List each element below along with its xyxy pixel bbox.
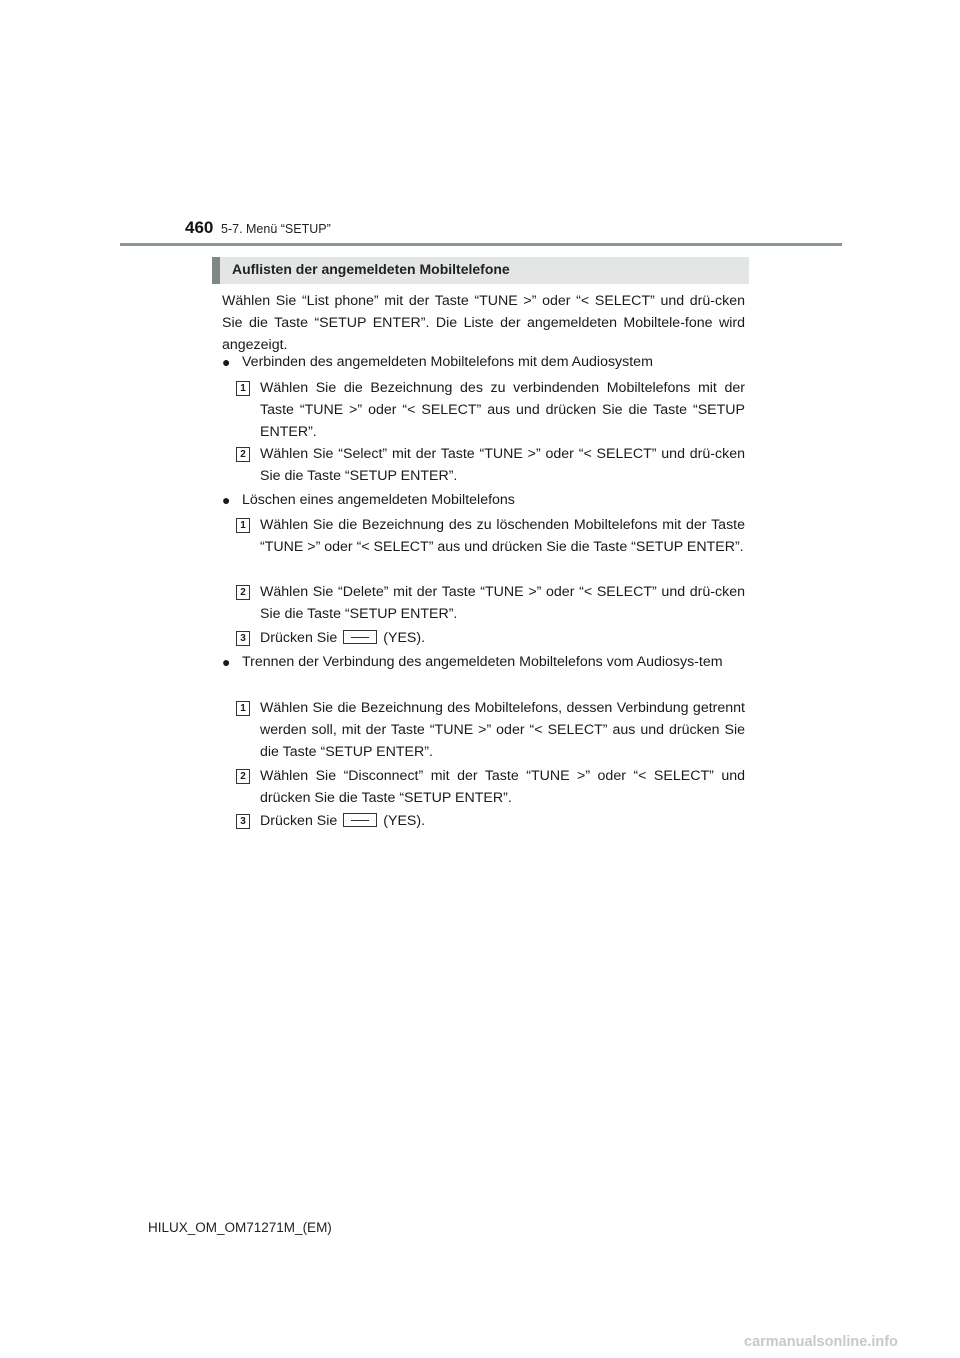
step-number-badge: 2	[236, 769, 250, 784]
yes-button-icon	[343, 813, 377, 827]
step-number-badge: 2	[236, 447, 250, 462]
step-number-badge: 3	[236, 814, 250, 829]
bullet-icon: ●	[222, 354, 231, 370]
chapter-title: 5-7. Menü “SETUP”	[221, 222, 331, 236]
step-text-pre: Drücken Sie	[260, 813, 338, 829]
header-rule	[120, 243, 842, 246]
step-text-pre: Drücken Sie	[260, 630, 338, 646]
bullet-disconnect-text: Trennen der Verbindung des angemeldeten Mobiltelefons vom Audiosys-tem	[242, 654, 723, 670]
step-text: Wählen Sie “Delete” mit der Taste “TUNE >” oder “< SELECT” und drü-cken Sie die Taste “SETUP ENTER”.	[260, 584, 745, 622]
step-number-badge: 1	[236, 381, 250, 396]
footer-doc-code: HILUX_OM_OM71271M_(EM)	[148, 1220, 332, 1235]
step-text-post: (YES).	[383, 630, 426, 646]
step-text	[260, 627, 745, 649]
watermark: carmanualsonline.info	[744, 1334, 898, 1350]
bullet-icon: ●	[222, 492, 231, 508]
step-number-badge: 1	[236, 518, 250, 533]
step-number-badge: 3	[236, 631, 250, 646]
step-text	[260, 810, 745, 832]
step-text: Wählen Sie die Bezeichnung des Mobiltelefons, dessen Verbindung getrennt werden soll, mit der Taste “TUNE >” oder “< SELECT” aus und drücken Sie die Taste “SETUP ENTER”.	[260, 700, 745, 760]
bullet-icon: ●	[222, 654, 231, 670]
step-number-badge: 2	[236, 585, 250, 600]
bullet-connect-text: Verbinden des angemeldeten Mobiltelefons mit dem Audiosystem	[242, 354, 653, 370]
section-heading-bar	[212, 257, 749, 284]
step-text: Wählen Sie “Select” mit der Taste “TUNE >” oder “< SELECT” und drü-cken Sie die Taste “SETUP ENTER”.	[260, 446, 745, 484]
bullet-delete-text: Löschen eines angemeldeten Mobiltelefons	[242, 492, 515, 508]
yes-button-icon	[343, 630, 377, 644]
step-text: Wählen Sie die Bezeichnung des zu löschenden Mobiltelefons mit der Taste “TUNE >” oder “< SELECT” aus und drücken Sie die Taste “SETUP ENTER”.	[260, 517, 745, 555]
step-number-badge: 1	[236, 701, 250, 716]
page-number: 460	[185, 218, 214, 237]
step-text-post: (YES).	[383, 813, 426, 829]
step-text: Wählen Sie die Bezeichnung des zu verbindenden Mobiltelefons mit der Taste “TUNE >” oder “< SELECT” aus und drücken Sie die Taste “SETUP ENTER”.	[260, 380, 745, 440]
intro-paragraph: Wählen Sie “List phone” mit der Taste “TUNE >” oder “< SELECT” und drü-cken Sie die Taste “SETUP ENTER”. Die Liste der angemeldeten Mobiltele-fone wird angezeigt.	[222, 293, 745, 353]
step-text: Wählen Sie “Disconnect” mit der Taste “TUNE >” oder “< SELECT” und drücken Sie die Taste “SETUP ENTER”.	[260, 768, 745, 806]
section-title: Auflisten der angemeldeten Mobiltelefone	[232, 261, 510, 277]
